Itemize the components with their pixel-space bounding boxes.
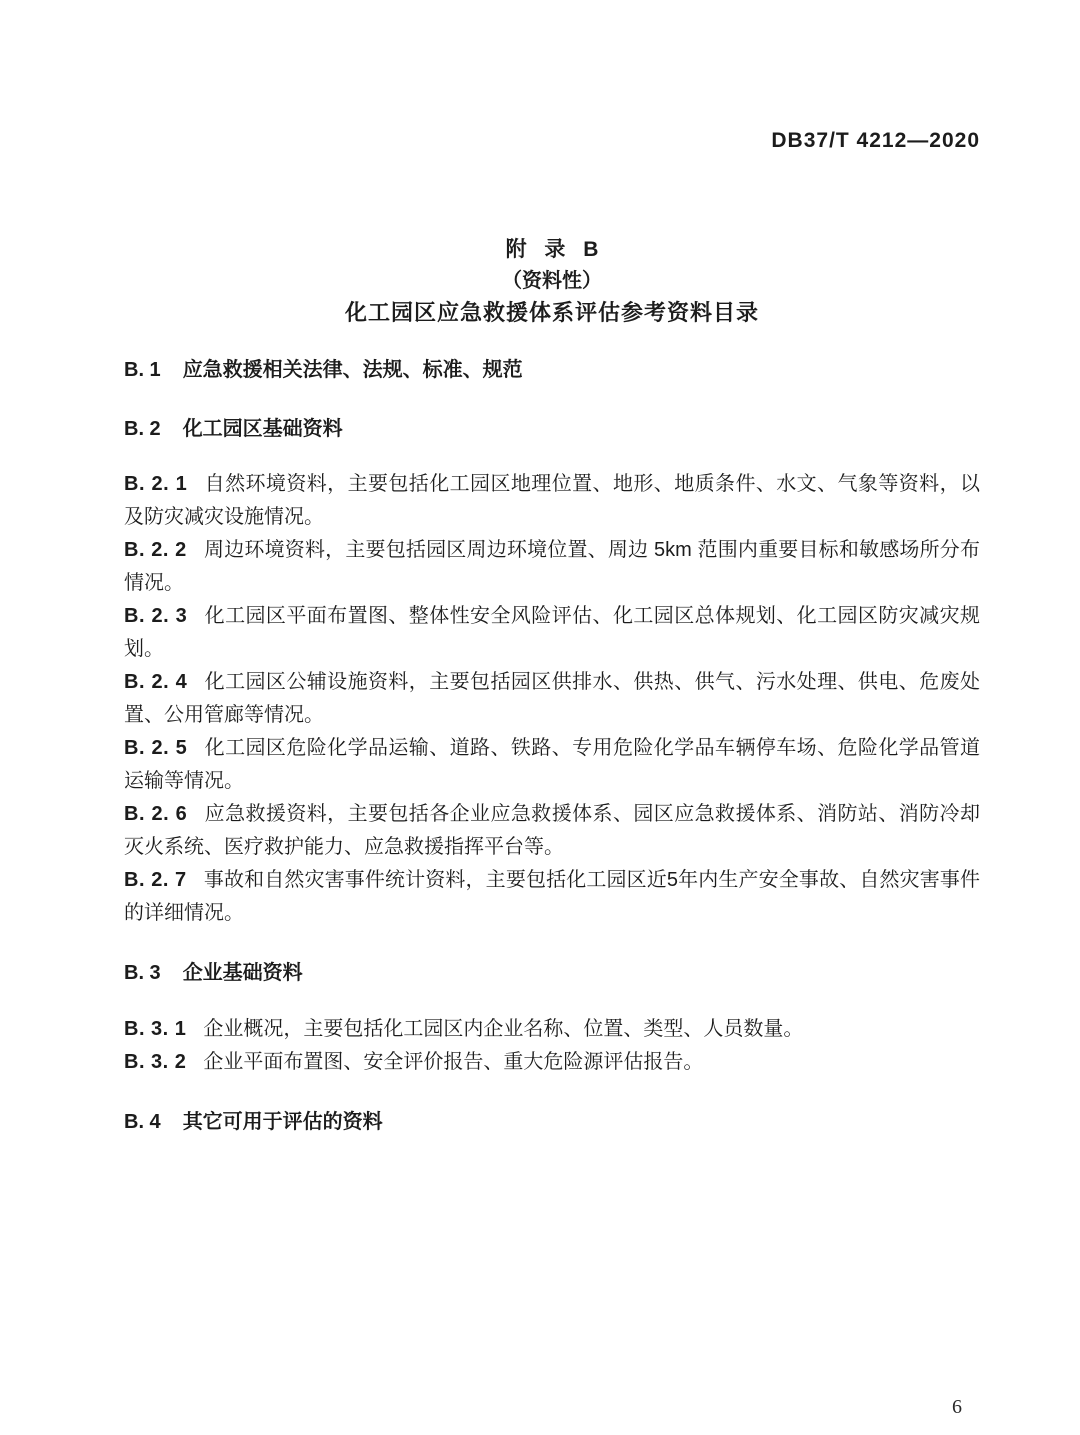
- section-heading-b3: [124, 961, 980, 986]
- clause-text: 化工园区公辅设施资料，主要包括园区供排水、供热、供气、污水处理、供电、危废处置、公用管廊等情况。: [124, 671, 980, 726]
- clause-text: 化工园区平面布置图、整体性安全风险评估、化工园区总体规划、化工园区防灾减灾规划。: [124, 605, 980, 660]
- clause-text: 周边环境资料，主要包括园区周边环境位置、周边 5km 范围内重要目标和敏感场所分布情况。: [124, 539, 980, 594]
- section-title: 企业基础资料: [182, 962, 303, 984]
- clause-b2-2: [124, 534, 980, 600]
- page-number: 6: [952, 1396, 962, 1418]
- clause-number: B. 2. 1: [124, 473, 188, 495]
- section-number: B. 4: [124, 1111, 161, 1133]
- clause-number: B. 2. 3: [124, 605, 188, 627]
- section-title: 化工园区基础资料: [182, 418, 343, 440]
- clause-number: B. 2. 2: [124, 539, 187, 561]
- clause-text: 企业平面布置图、安全评价报告、重大危险源评估报告。: [203, 1051, 704, 1073]
- section-title: 其它可用于评估的资料: [182, 1111, 383, 1133]
- appendix-type: （资料性）: [502, 270, 602, 292]
- section-number: B. 2: [124, 418, 161, 440]
- clause-b2-6: [124, 798, 980, 864]
- clause-number: B. 2. 6: [124, 803, 188, 825]
- section-heading-b2: [124, 417, 980, 442]
- clause-text: 事故和自然灾害事件统计资料，主要包括化工园区近5年内生产安全事故、自然灾害事件的详细情况。: [124, 869, 980, 924]
- clause-b2-4: [124, 666, 980, 732]
- clause-number: B. 2. 4: [124, 671, 188, 693]
- appendix-label: 附 录 B: [505, 238, 599, 261]
- clause-b2-5: [124, 732, 980, 798]
- section-title: 应急救援相关法律、法规、标准、规范: [182, 359, 523, 381]
- appendix-title-block: [124, 0, 980, 327]
- section-number: B. 3: [124, 962, 161, 984]
- clause-text: 企业概况，主要包括化工园区内企业名称、位置、类型、人员数量。: [203, 1018, 804, 1040]
- clause-b2-7: [124, 864, 980, 930]
- section-heading-b4: [124, 1110, 980, 1135]
- section-heading-b1: [124, 358, 980, 383]
- document-standard-code: DB37/T 4212—2020: [771, 129, 980, 152]
- clause-text: 应急救援资料，主要包括各企业应急救援体系、园区应急救援体系、消防站、消防冷却灭火系统、医疗救护能力、应急救援指挥平台等。: [124, 803, 980, 858]
- clause-b2-1: [124, 468, 980, 534]
- section-number: B. 1: [124, 359, 161, 381]
- page-content: [124, 0, 980, 1135]
- clause-number: B. 2. 5: [124, 737, 188, 759]
- appendix-title: 化工园区应急救援体系评估参考资料目录: [344, 300, 759, 325]
- clause-number: B. 3. 2: [124, 1051, 187, 1073]
- clause-number: B. 3. 1: [124, 1018, 187, 1040]
- section-b2-clauses: [124, 468, 980, 930]
- clause-number: B. 2. 7: [124, 869, 187, 891]
- clause-text: 自然环境资料，主要包括化工园区地理位置、地形、地质条件、水文、气象等资料，以及防灾减灾设施情况。: [124, 473, 980, 528]
- clause-text: 化工园区危险化学品运输、道路、铁路、专用危险化学品车辆停车场、危险化学品管道运输等情况。: [124, 737, 980, 792]
- clause-b3-1: [124, 1013, 980, 1046]
- clause-b2-3: [124, 600, 980, 666]
- clause-b3-2: [124, 1046, 980, 1079]
- section-b3-clauses: [124, 1013, 980, 1079]
